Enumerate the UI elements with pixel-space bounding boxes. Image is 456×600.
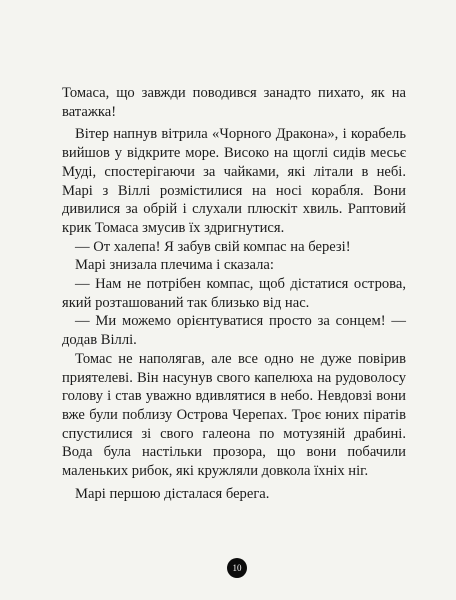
body-text — [62, 84, 406, 503]
paragraph: — От халепа! Я забув свій компас на березі! — [75, 238, 351, 255]
paragraph: Томаса, що завжди поводився занадто пихато, як на ватажка! — [62, 85, 406, 120]
page-number: 10 — [227, 558, 247, 578]
paragraph: Марі першою дісталася берега. — [75, 485, 270, 502]
paragraph: — Ми можемо орієнтуватися просто за сонцем! — додав Віллі. — [62, 313, 406, 349]
paragraph: Марі знизала плечима і сказала: — [75, 257, 274, 274]
paragraph: Томас не наполягав, але все одно не дуже повірив приятелеві. Він насунув свого капелюха на рудоволосу голову і став уважно вдивлятися в небо. Невдовзі вони вже були поблизу Острова Черепах. Троє юних піратів спустилися зі свого галеона по мотузяній драбині. Вода була настільки прозора, що вони побачили маленьких рибок, які кружляли довкола їхніх ніг. — [62, 350, 406, 480]
paragraph: Вітер напнув вітрила «Чорного Дракона», і корабель вийшов у відкрите море. Високо на щоглі сидів месьє Муді, спостерігаючи за чайками, які літали в небі. Марі з Віллі розмістилися на носі корабля. Вони дивилися за обрій і слухали плюскіт хвиль. Раптовий крик Томаса змусив їх здригнутися. — [62, 126, 406, 236]
paragraph: — Нам не потрібен компас, щоб дістатися острова, який розташований так близько від нас. — [62, 276, 406, 311]
